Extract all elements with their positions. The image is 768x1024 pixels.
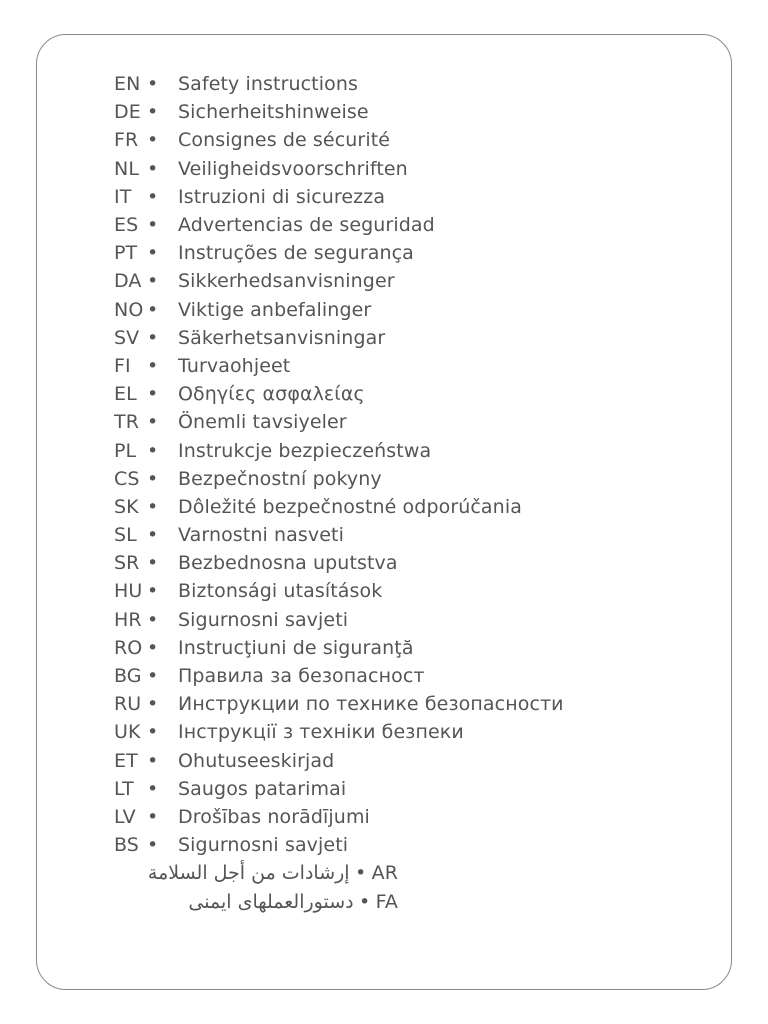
list-item-en [114,70,674,98]
language-code: ES [114,214,139,237]
language-code: AR [371,862,398,885]
instruction-title: Інструкції з техніки безпеки [178,721,464,744]
bullet: • [147,693,159,716]
language-code: SR [114,552,140,575]
bullet: • [147,214,159,237]
language-code: RU [114,693,142,716]
bullet: • [147,101,159,124]
list-item-sl [114,521,674,549]
language-code: RO [114,636,143,659]
instruction-title: Säkerhetsanvisningar [178,326,386,349]
list-item-sk [114,493,674,521]
list-item-es [114,211,674,239]
language-code: CS [114,467,140,490]
language-code: LV [114,805,136,828]
instruction-title: Drošības norādījumi [178,805,370,828]
instruction-title: Veiligheidsvoorschriften [178,157,408,180]
language-code: DE [114,101,141,124]
instruction-title: Οδηγίες ασφαλείας [178,383,365,406]
instruction-title: Advertencias de seguridad [178,214,435,237]
bullet: • [147,270,159,293]
language-list [114,70,674,916]
bullet: • [147,552,159,575]
language-code: NO [114,298,144,321]
bullet: • [147,326,159,349]
list-item-da [114,267,674,295]
instruction-title: Инструкции по технике безопасности [178,693,564,716]
instruction-title: إرشادات من أجل السلامة [147,862,350,885]
language-code: BG [114,665,142,688]
list-item-el [114,380,674,408]
list-item-fa [114,887,398,915]
instruction-title: Varnostni nasveti [178,524,344,547]
bullet: • [147,73,159,96]
bullet: • [147,439,159,462]
list-item-ru [114,690,674,718]
list-item-ro [114,634,674,662]
instruction-title: Bezpečnostní pokyny [178,467,382,490]
language-code: UK [114,721,141,744]
language-code: SL [114,524,137,547]
bullet: • [147,467,159,490]
language-code: DA [114,270,142,293]
list-item-cs [114,465,674,493]
instruction-title: Sicherheitshinweise [178,101,369,124]
bullet: • [147,157,159,180]
instruction-title: Viktige anbefalinger [178,298,372,321]
instruction-title: Safety instructions [178,73,358,96]
language-code: BS [114,834,139,857]
list-item-nl [114,155,674,183]
list-item-hu [114,577,674,605]
bullet: • [147,354,159,377]
instruction-title: Instruções de segurança [178,242,414,265]
bullet: • [147,524,159,547]
bullet: • [147,129,159,152]
list-item-sr [114,549,674,577]
list-item-lt [114,775,674,803]
language-code: EL [114,383,137,406]
list-item-pl [114,436,674,464]
bullet: • [147,580,159,603]
bullet: • [354,862,367,885]
instruction-title: Turvaohjeet [178,354,291,377]
language-code: NL [114,157,139,180]
instruction-title: Instrucţiuni de siguranţă [178,636,414,659]
list-item-et [114,747,674,775]
language-code: SV [114,326,140,349]
bullet: • [147,636,159,659]
language-code: PT [114,242,138,265]
bullet: • [147,242,159,265]
instruction-title: Instrukcje bezpieczeństwa [178,439,432,462]
list-item-it [114,183,674,211]
bullet: • [147,805,159,828]
language-code: LT [114,777,134,800]
list-item-fi [114,352,674,380]
instruction-title: Istruzioni di sicurezza [178,185,386,208]
instruction-title: Biztonsági utasítások [178,580,383,603]
list-item-lv [114,803,674,831]
bullet: • [147,495,159,518]
instruction-title: Consignes de sécurité [178,129,391,152]
instruction-title: Önemli tavsiyeler [178,411,347,434]
language-code: SK [114,495,139,518]
bullet: • [358,890,371,913]
language-code: FA [375,890,398,913]
list-item-sv [114,324,674,352]
instruction-title: Saugos patarimai [178,777,347,800]
language-code: PL [114,439,137,462]
list-item-bs [114,831,674,859]
instruction-title: دستورالعملهای ایمنی [188,890,354,913]
list-item-bg [114,662,674,690]
bullet: • [147,834,159,857]
language-code: ET [114,749,138,772]
bullet: • [147,383,159,406]
language-code: IT [114,185,132,208]
list-item-pt [114,239,674,267]
language-code: TR [114,411,140,434]
instruction-title: Sikkerhedsanvisninger [178,270,395,293]
list-item-no [114,296,674,324]
language-code: FR [114,129,139,152]
list-item-fr [114,126,674,154]
bullet: • [147,721,159,744]
instruction-title: Sigurnosni savjeti [178,834,349,857]
list-item-de [114,98,674,126]
bullet: • [147,749,159,772]
language-code: HR [114,608,142,631]
bullet: • [147,665,159,688]
instruction-title: Bezbednosna uputstva [178,552,398,575]
list-item-ar [114,859,398,887]
language-code: EN [114,73,141,96]
instruction-title: Dôležité bezpečnostné odporúčania [178,495,522,518]
list-item-hr [114,606,674,634]
bullet: • [147,608,159,631]
bullet: • [147,411,159,434]
list-item-uk [114,718,674,746]
instruction-title: Sigurnosni savjeti [178,608,349,631]
instruction-title: Ohutuseeskirjad [178,749,335,772]
language-code: HU [114,580,143,603]
bullet: • [147,298,159,321]
instruction-title: Правила за безопасност [178,665,425,688]
bullet: • [147,185,159,208]
bullet: • [147,777,159,800]
language-code: FI [114,354,131,377]
list-item-tr [114,408,674,436]
